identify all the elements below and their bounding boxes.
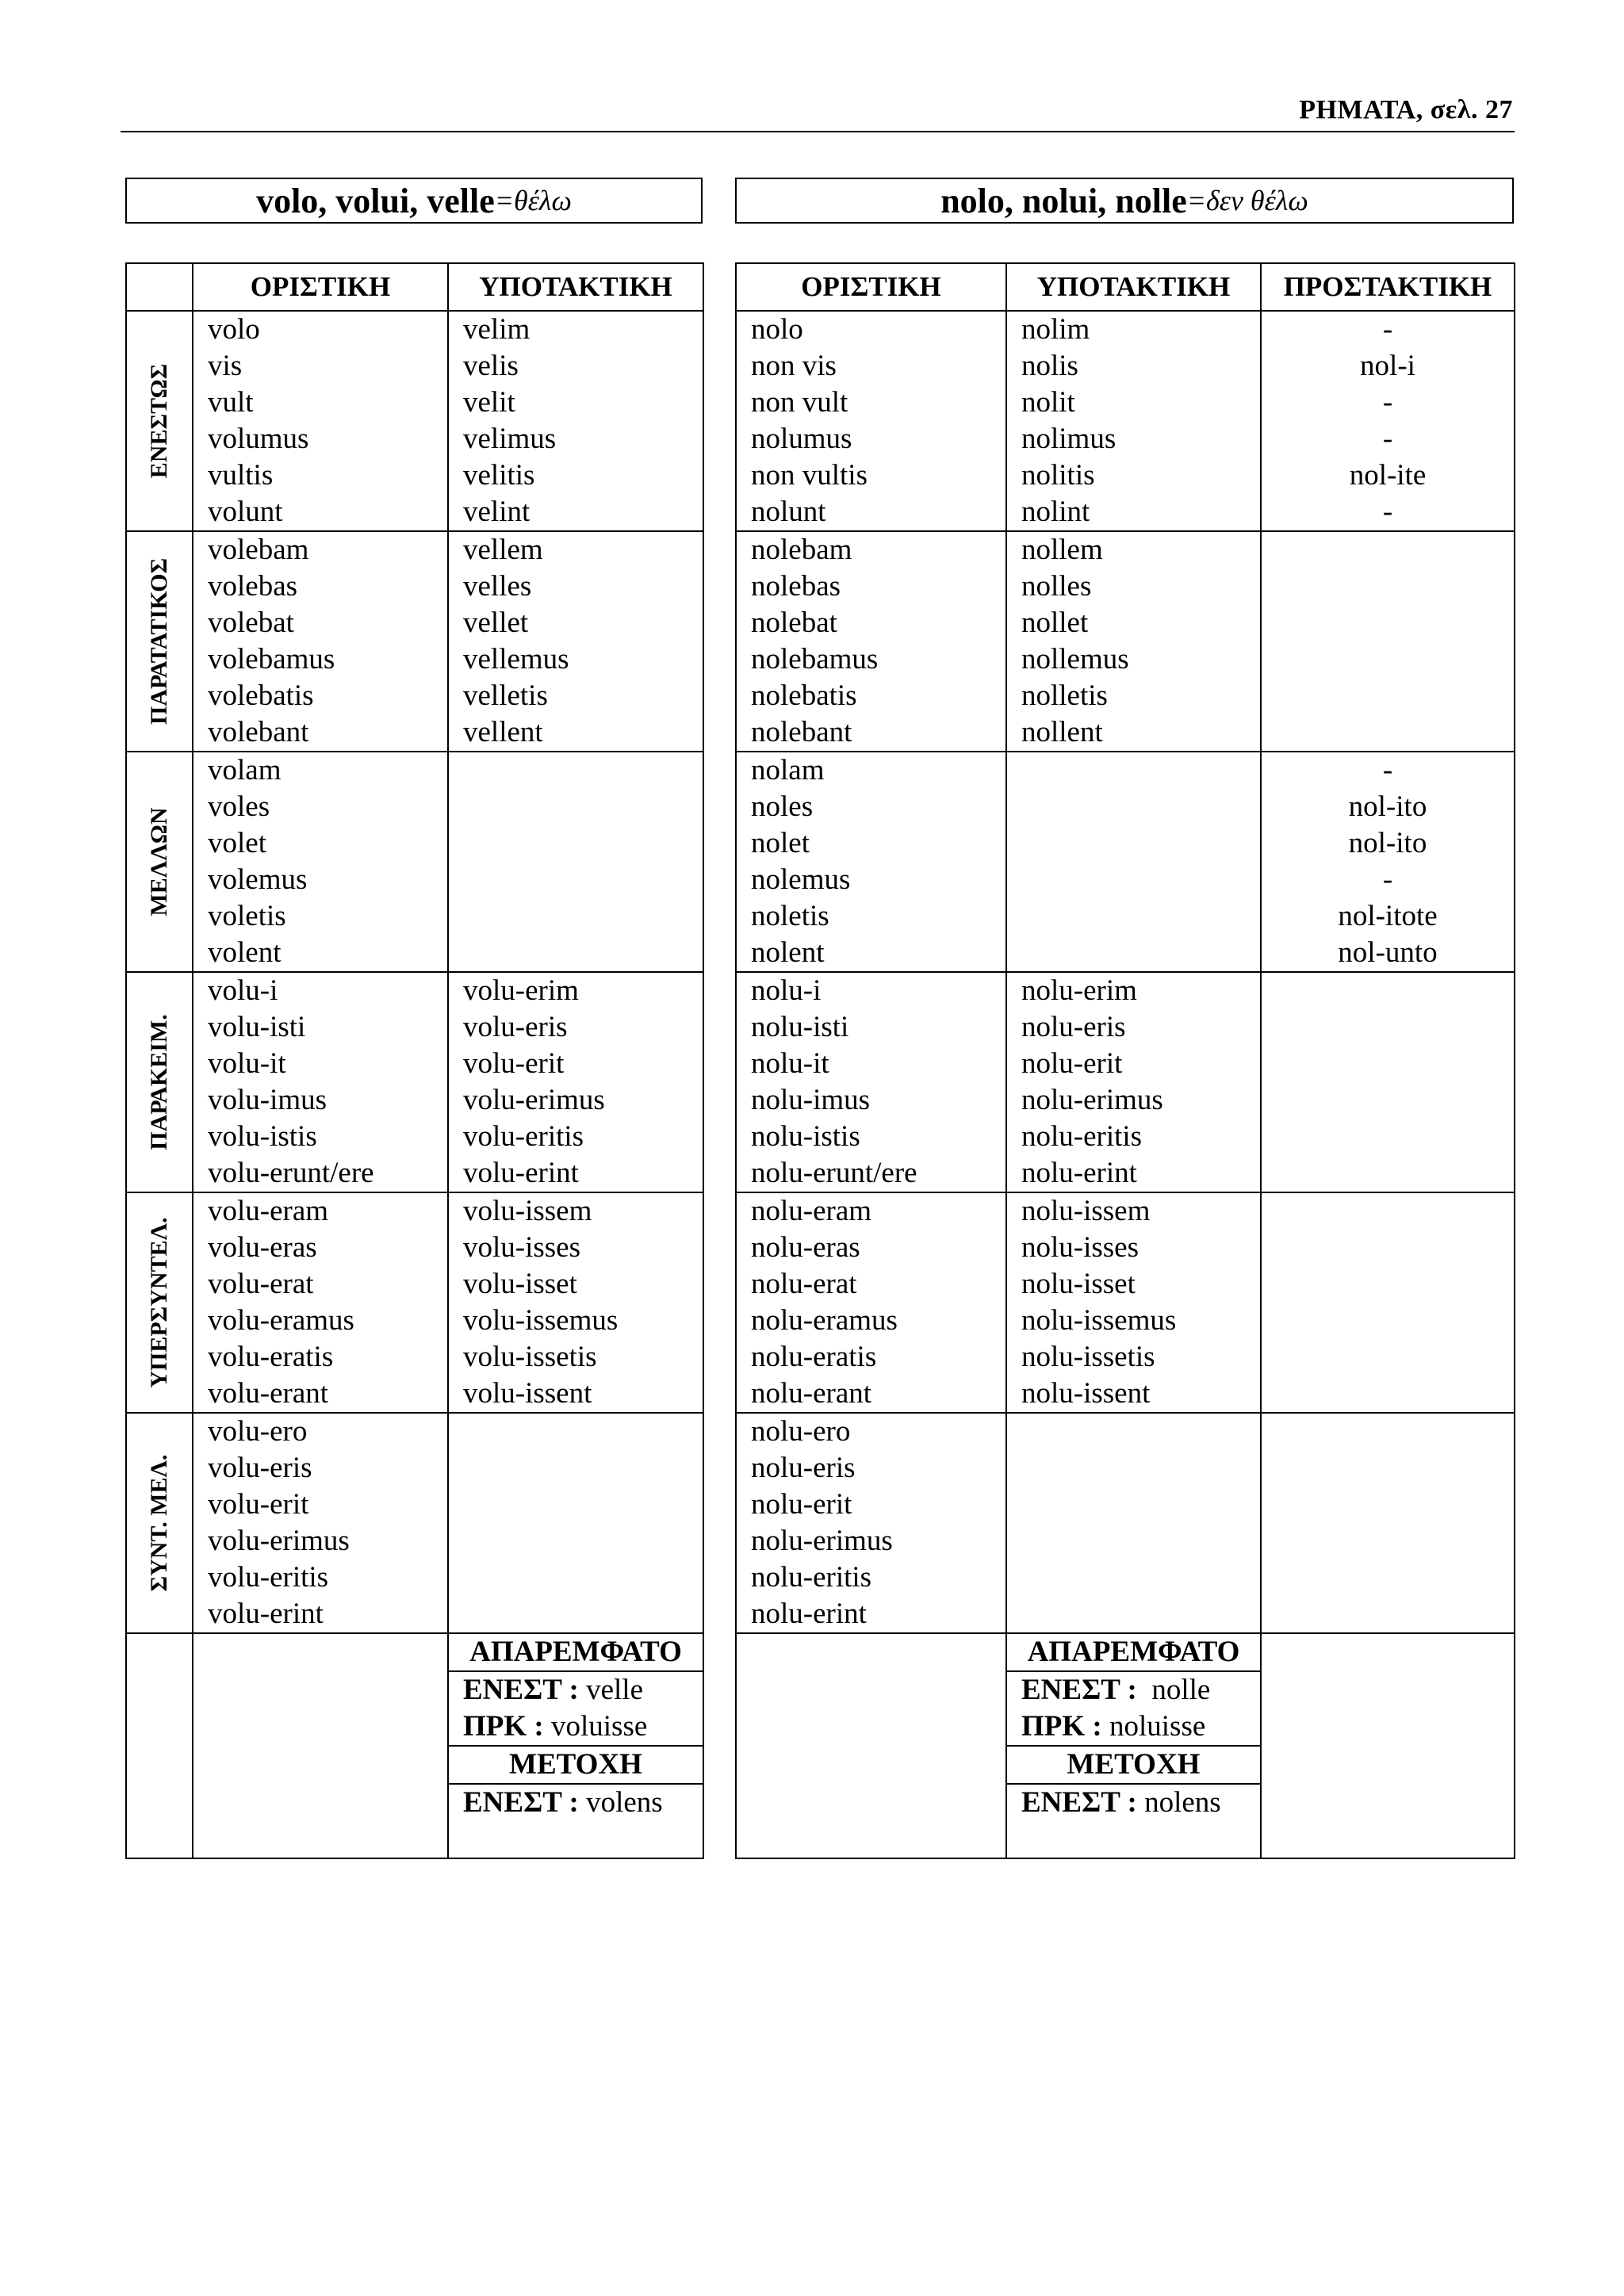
verb-form: volu-erimus	[463, 1084, 605, 1116]
verb-form: -	[1382, 423, 1393, 455]
verb-form	[1262, 1487, 1514, 1523]
verb-form: noletis	[751, 900, 829, 932]
infinitive-participle-cell	[1006, 1633, 1261, 1858]
verb-form: volu-issemus	[463, 1304, 619, 1337]
form-cell	[193, 1413, 448, 1633]
verb-form: volebas	[208, 570, 298, 603]
verb-form: volu-isti	[208, 1011, 306, 1043]
column-header: ΟΡΙΣΤΙΚΗ	[736, 263, 1006, 311]
verb-form: nol-ito	[1348, 790, 1427, 823]
verb-form: nolu-issemus	[1021, 1304, 1177, 1337]
verb-form: vultis	[208, 459, 274, 492]
page-header: ΡΗΜΑΤΑ, σελ. 27	[1299, 95, 1513, 124]
verb-form	[463, 1596, 688, 1632]
verb-form: volu-eritis	[463, 1120, 584, 1153]
infinitive-perfect-value: voluisse	[543, 1710, 648, 1743]
verb-form: volebamus	[208, 643, 335, 675]
verb-form: velis	[463, 350, 519, 382]
verb-form: nolu-erimus	[1021, 1084, 1163, 1116]
verb-form: velit	[463, 386, 515, 419]
verb-form	[1262, 1155, 1514, 1192]
tense-row	[126, 972, 703, 1192]
verb-form: volu-erimus	[208, 1525, 350, 1557]
verb-form	[1021, 898, 1246, 935]
verb-form: volu-it	[208, 1047, 286, 1080]
form-cell	[1261, 531, 1515, 752]
form-cell	[448, 531, 703, 752]
tense-row	[736, 972, 1515, 1192]
verb-form	[1262, 714, 1514, 751]
verb-form: nolemus	[751, 863, 851, 896]
verb-form	[1262, 532, 1514, 568]
verb-form: nolu-erint	[751, 1598, 867, 1630]
volo-title-box	[125, 178, 703, 224]
verb-form: volu-erant	[208, 1377, 329, 1410]
verb-form: volu-erunt/ere	[208, 1157, 374, 1189]
verb-form: volu-issetis	[463, 1341, 597, 1373]
verb-form: velles	[463, 570, 532, 603]
verb-form: volu-eram	[208, 1195, 329, 1227]
participle-present-label: ΕΝΕΣΤ :	[463, 1786, 579, 1819]
verb-form: volu-erit	[208, 1488, 309, 1521]
form-cell	[193, 531, 448, 752]
infinitive-present	[449, 1672, 703, 1709]
tense-row	[126, 1192, 703, 1413]
verb-form	[1021, 752, 1246, 789]
verb-form: nolu-erat	[751, 1268, 857, 1300]
form-cell	[736, 1413, 1006, 1633]
tense-label: ΠΑΡΑΤΑΤΙΚΟΣ	[146, 557, 172, 725]
form-cell	[193, 1192, 448, 1413]
participle-heading: ΜΕΤΟΧΗ	[509, 1748, 642, 1781]
tense-row	[736, 1192, 1515, 1413]
verb-form: volu-eritis	[208, 1561, 329, 1594]
verb-form	[1262, 1414, 1514, 1450]
verb-form: vis	[208, 350, 243, 382]
verb-form: nol-ito	[1348, 827, 1427, 859]
form-cell	[1006, 752, 1261, 972]
tense-label-cell	[126, 1192, 193, 1413]
form-cell	[1006, 1413, 1261, 1633]
verb-form: velim	[463, 313, 530, 346]
verb-form	[463, 825, 688, 862]
verb-form: volu-issem	[463, 1195, 592, 1227]
verb-form: volu-istis	[208, 1120, 317, 1153]
verb-form: velimus	[463, 423, 557, 455]
infinitive-perfect-label: ΠΡΚ :	[463, 1710, 544, 1743]
form-cell	[193, 752, 448, 972]
verb-form: volu-eras	[208, 1231, 317, 1264]
verb-form: nollet	[1021, 607, 1089, 639]
verb-form: nolu-erim	[1021, 974, 1137, 1007]
verb-form	[1262, 1596, 1514, 1632]
verb-form	[463, 1450, 688, 1487]
infinitive-row	[736, 1633, 1515, 1858]
column-header: ΟΡΙΣΤΙΚΗ	[193, 263, 448, 311]
verb-form: nolu-eramus	[751, 1304, 898, 1337]
verb-form: nollem	[1021, 534, 1103, 566]
verb-form: vellem	[463, 534, 543, 566]
verb-form: vellet	[463, 607, 529, 639]
verb-form: nolint	[1021, 496, 1090, 528]
verb-form: nolu-eram	[751, 1195, 872, 1227]
volo-title: volo, volui, velle	[256, 181, 495, 220]
form-cell	[1006, 531, 1261, 752]
form-cell	[193, 972, 448, 1192]
tense-label-cell	[126, 1413, 193, 1633]
verb-form	[1262, 1119, 1514, 1155]
verb-form: nolu-issent	[1021, 1377, 1151, 1410]
verb-form: velitis	[463, 459, 535, 492]
verb-form: nolumus	[751, 423, 852, 455]
verb-form	[1262, 605, 1514, 641]
verb-form: volu-i	[208, 974, 278, 1007]
verb-form	[1262, 1193, 1514, 1230]
verb-form: nolam	[751, 754, 825, 786]
empty-cell	[193, 1633, 448, 1858]
verb-form: nolu-eras	[751, 1231, 860, 1264]
form-cell	[1006, 311, 1261, 531]
empty-cell	[736, 1633, 1006, 1858]
infinitive-present-label: ΕΝΕΣΤ :	[463, 1674, 579, 1706]
verb-form: nolu-erunt/ere	[751, 1157, 917, 1189]
column-header: ΠΡΟΣΤΑΚΤΙΚΗ	[1261, 263, 1515, 311]
verb-form: non vultis	[751, 459, 868, 492]
verb-form: volu-erim	[463, 974, 579, 1007]
infinitive-present-label: ΕΝΕΣΤ :	[1021, 1674, 1137, 1706]
form-cell	[448, 311, 703, 531]
verb-form: nolis	[1021, 350, 1078, 382]
form-cell	[736, 1192, 1006, 1413]
tense-row	[126, 531, 703, 752]
infinitive-participle-cell	[448, 1633, 703, 1858]
verb-form: nolunt	[751, 496, 826, 528]
tense-label: ΥΠΕΡΣΥΝΤΕΛ.	[146, 1217, 172, 1388]
verb-form	[1262, 678, 1514, 714]
tense-label-cell	[126, 531, 193, 752]
verb-form: velint	[463, 496, 530, 528]
verb-form	[1262, 1046, 1514, 1082]
verb-form: noles	[751, 790, 814, 823]
verb-form: volu-erat	[208, 1268, 314, 1300]
form-cell	[1261, 972, 1515, 1192]
verb-form: nolimus	[1021, 423, 1116, 455]
verb-form: nolim	[1021, 313, 1090, 346]
verb-form: nolu-isset	[1021, 1268, 1136, 1300]
verb-form: nolles	[1021, 570, 1092, 603]
tense-label: ΕΝΕΣΤΩΣ	[146, 363, 172, 479]
verb-form: nollemus	[1021, 643, 1129, 675]
verb-form	[1021, 862, 1246, 898]
verb-form: -	[1382, 863, 1393, 896]
form-cell	[448, 1192, 703, 1413]
verb-form	[1262, 641, 1514, 678]
verb-form: volebant	[208, 716, 309, 748]
verb-form	[1262, 1523, 1514, 1559]
tense-row	[736, 1413, 1515, 1633]
verb-form	[463, 1487, 688, 1523]
tense-label: ΜΕΛΛΩΝ	[146, 807, 172, 916]
form-cell	[736, 311, 1006, 531]
verb-form	[1262, 1082, 1514, 1119]
verb-form: nolletis	[1021, 679, 1108, 712]
tense-row	[126, 311, 703, 531]
form-cell	[1006, 972, 1261, 1192]
verb-form: volebam	[208, 534, 309, 566]
verb-form: nolu-istis	[751, 1120, 860, 1153]
verb-form	[463, 1414, 688, 1450]
verb-form	[1262, 1303, 1514, 1339]
form-cell	[193, 311, 448, 531]
verb-form: nolebam	[751, 534, 852, 566]
participle-heading: ΜΕΤΟΧΗ	[1067, 1748, 1201, 1781]
verb-form: vellent	[463, 716, 543, 748]
verb-form: volo	[208, 313, 260, 346]
verb-form	[1021, 1414, 1246, 1450]
verb-form: volunt	[208, 496, 283, 528]
verb-form: volu-eris	[463, 1011, 568, 1043]
verb-form	[1262, 973, 1514, 1009]
infinitive-perfect-label: ΠΡΚ :	[1021, 1710, 1102, 1743]
column-header: ΥΠΟΤΑΚΤΙΚΗ	[448, 263, 703, 311]
verb-form: nolu-isti	[751, 1011, 849, 1043]
verb-form	[463, 1559, 688, 1596]
verb-form: volebat	[208, 607, 294, 639]
verb-form	[1262, 1339, 1514, 1376]
verb-form: nolebatis	[751, 679, 857, 712]
verb-form	[463, 935, 688, 971]
infinitive-row	[126, 1633, 703, 1858]
tense-label: ΣΥΝΤ. ΜΕΛ.	[146, 1454, 172, 1592]
form-cell	[736, 531, 1006, 752]
verb-form: nolent	[751, 936, 825, 969]
verb-form: nolu-erint	[1021, 1157, 1137, 1189]
verb-form: nolu-eratis	[751, 1341, 877, 1373]
verb-form: volu-eramus	[208, 1304, 354, 1337]
verb-form: nolitis	[1021, 459, 1095, 492]
verb-form	[1021, 935, 1246, 971]
verb-form: voletis	[208, 900, 286, 932]
verb-form: -	[1382, 496, 1393, 528]
tense-label-cell	[126, 311, 193, 531]
verb-form: -	[1382, 386, 1393, 419]
participle-present	[1007, 1785, 1260, 1821]
verb-form: nollent	[1021, 716, 1103, 748]
tense-label: ΠΑΡΑΚΕΙΜ.	[146, 1014, 172, 1150]
participle-present-value: volens	[578, 1786, 663, 1819]
tense-label-cell	[126, 972, 193, 1192]
form-cell	[1261, 1192, 1515, 1413]
infinitive-perfect	[449, 1709, 703, 1745]
participle-present	[449, 1785, 703, 1821]
verb-form: volu-erit	[463, 1047, 565, 1080]
column-header: ΥΠΟΤΑΚΤΙΚΗ	[1006, 263, 1261, 311]
verb-form: nolu-eris	[1021, 1011, 1126, 1043]
verb-form: nolit	[1021, 386, 1075, 419]
verb-form	[1021, 1523, 1246, 1559]
tense-row	[736, 752, 1515, 972]
empty-cell	[126, 1633, 193, 1858]
verb-form: volu-eris	[208, 1452, 312, 1484]
form-cell	[448, 1413, 703, 1633]
verb-form: volu-isses	[463, 1231, 580, 1264]
verb-form: velletis	[463, 679, 548, 712]
infinitive-perfect	[1007, 1709, 1260, 1745]
verb-form	[1262, 1266, 1514, 1303]
tense-row	[126, 1413, 703, 1633]
form-cell	[1261, 752, 1515, 972]
infinitive-perfect-value: noluisse	[1101, 1710, 1206, 1743]
verb-form: nolet	[751, 827, 810, 859]
corner-cell	[126, 263, 193, 311]
verb-form: volu-imus	[208, 1084, 327, 1116]
verb-form	[1262, 1559, 1514, 1596]
verb-form: nolebas	[751, 570, 841, 603]
empty-cell	[1261, 1633, 1515, 1858]
verb-form	[463, 898, 688, 935]
verb-form	[1021, 825, 1246, 862]
verb-form	[1262, 1450, 1514, 1487]
verb-form: nol-itote	[1338, 900, 1438, 932]
verb-form	[1021, 789, 1246, 825]
infinitive-present	[1007, 1672, 1260, 1709]
tense-row	[126, 752, 703, 972]
verb-form: volu-ero	[208, 1415, 308, 1448]
verb-form: nolu-erit	[1021, 1047, 1123, 1080]
volo-gloss: =θέλω	[494, 185, 572, 216]
verb-form: nolu-eritis	[1021, 1120, 1143, 1153]
infinitive-present-value: velle	[578, 1674, 644, 1706]
verb-form: nolu-erit	[751, 1488, 852, 1521]
header-rule	[121, 131, 1515, 132]
form-cell	[1006, 1192, 1261, 1413]
form-cell	[736, 972, 1006, 1192]
volo-conjugation-table	[125, 262, 704, 1859]
infinitive-heading: ΑΠΑΡΕΜΦΑΤΟ	[1027, 1636, 1240, 1668]
verb-form: voles	[208, 790, 270, 823]
verb-form	[463, 789, 688, 825]
verb-form: non vis	[751, 350, 837, 382]
verb-form: nolu-issetis	[1021, 1341, 1155, 1373]
form-cell	[736, 752, 1006, 972]
form-cell	[1261, 311, 1515, 531]
verb-form	[1021, 1450, 1246, 1487]
verb-form: nolu-imus	[751, 1084, 871, 1116]
verb-form: nolu-eris	[751, 1452, 856, 1484]
verb-form: volu-eratis	[208, 1341, 334, 1373]
nolo-conjugation-table	[735, 262, 1515, 1859]
verb-form: volam	[208, 754, 282, 786]
infinitive-heading: ΑΠΑΡΕΜΦΑΤΟ	[469, 1636, 682, 1668]
tense-label-cell	[126, 752, 193, 972]
verb-form: nol-ite	[1349, 459, 1427, 492]
verb-form	[463, 752, 688, 789]
verb-form: nolebant	[751, 716, 852, 748]
verb-form: nolu-i	[751, 974, 822, 1007]
tense-row	[736, 531, 1515, 752]
verb-form: volu-isset	[463, 1268, 577, 1300]
verb-form: nol-i	[1360, 350, 1415, 382]
verb-form	[1262, 1376, 1514, 1412]
verb-form: volebatis	[208, 679, 314, 712]
verb-form: nolebat	[751, 607, 837, 639]
verb-form: volu-issent	[463, 1377, 592, 1410]
verb-form: vellemus	[463, 643, 569, 675]
nolo-title: nolo, nolui, nolle	[940, 181, 1187, 220]
verb-form: nolebamus	[751, 643, 879, 675]
infinitive-present-value: nolle	[1136, 1674, 1211, 1706]
nolo-gloss: =δεν θέλω	[1186, 185, 1308, 216]
verb-form	[1021, 1487, 1246, 1523]
verb-form: nolu-issem	[1021, 1195, 1151, 1227]
verb-form: non vult	[751, 386, 848, 419]
verb-form: -	[1382, 313, 1393, 346]
verb-form: -	[1382, 754, 1393, 786]
form-cell	[448, 752, 703, 972]
verb-form: nol-unto	[1338, 936, 1438, 969]
verb-form: nolo	[751, 313, 803, 346]
verb-form	[1262, 1230, 1514, 1266]
verb-form: nolu-it	[751, 1047, 829, 1080]
verb-form	[463, 862, 688, 898]
verb-form: nolu-isses	[1021, 1231, 1139, 1264]
verb-form: volemus	[208, 863, 308, 896]
nolo-title-box	[735, 178, 1514, 224]
verb-form: vult	[208, 386, 254, 419]
verb-form: nolu-erimus	[751, 1525, 893, 1557]
verb-form: nolu-ero	[751, 1415, 851, 1448]
participle-present-value: nolens	[1136, 1786, 1221, 1819]
verb-form	[1021, 1596, 1246, 1632]
verb-form	[1262, 1009, 1514, 1046]
verb-form: volu-erint	[208, 1598, 324, 1630]
form-cell	[1261, 1413, 1515, 1633]
verb-form: volu-erint	[463, 1157, 579, 1189]
verb-form	[1262, 568, 1514, 605]
participle-present-label: ΕΝΕΣΤ :	[1021, 1786, 1137, 1819]
form-cell	[448, 972, 703, 1192]
verb-form: volumus	[208, 423, 309, 455]
verb-form	[463, 1523, 688, 1559]
verb-form: nolu-eritis	[751, 1561, 872, 1594]
verb-form: nolu-erant	[751, 1377, 872, 1410]
tense-row	[736, 311, 1515, 531]
verb-form: volent	[208, 936, 282, 969]
verb-form	[1021, 1559, 1246, 1596]
verb-form: volet	[208, 827, 266, 859]
